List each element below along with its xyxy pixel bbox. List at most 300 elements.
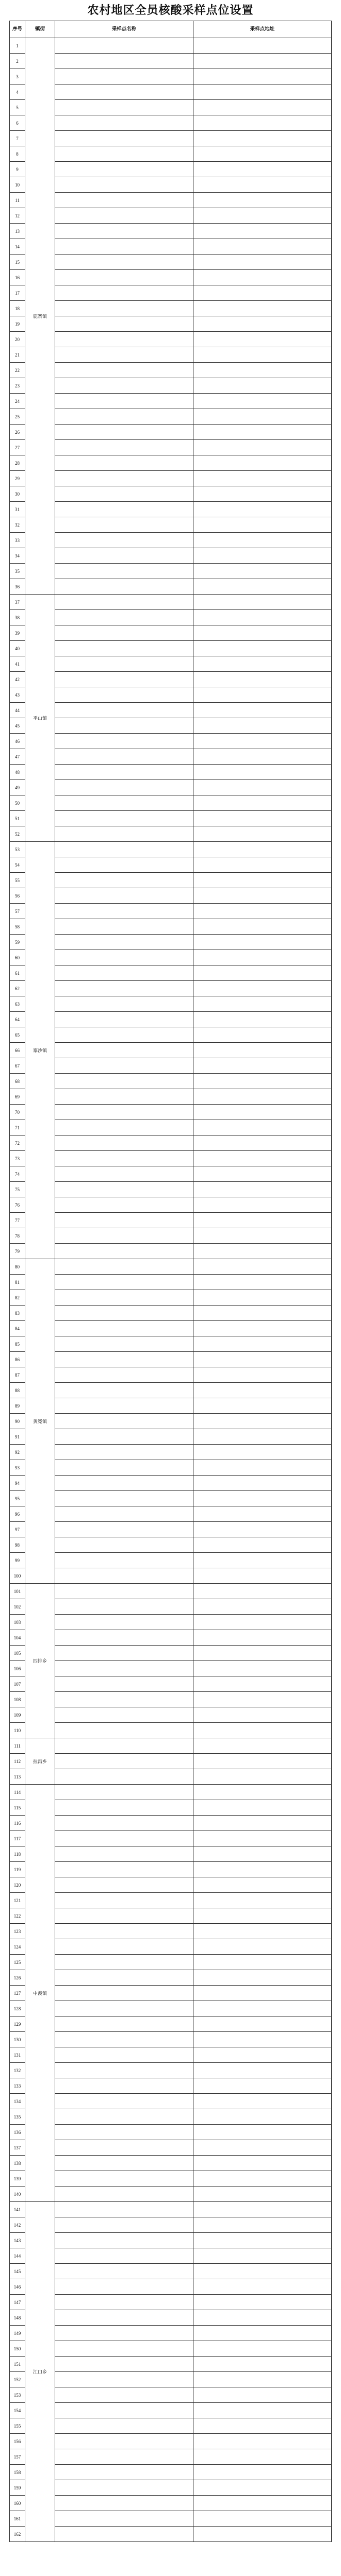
sampling-point-name-cell <box>55 131 193 146</box>
sampling-point-name-cell <box>55 2032 193 2047</box>
sampling-point-name-cell <box>55 1893 193 1908</box>
sampling-point-name-cell <box>55 115 193 131</box>
table-row <box>10 54 332 69</box>
town-cell: 平山镇 <box>25 595 55 842</box>
table-row <box>10 2418 332 2434</box>
sampling-point-address-cell <box>193 919 332 935</box>
sampling-point-address-cell <box>193 857 332 873</box>
sampling-point-address-cell <box>193 1970 332 1986</box>
table-row <box>10 517 332 533</box>
serial-cell: 140 <box>10 2187 25 2202</box>
sampling-point-name-cell <box>55 687 193 703</box>
sampling-point-address-cell <box>193 749 332 765</box>
table-row <box>10 1105 332 1120</box>
table-row <box>10 1414 332 1429</box>
table-row <box>10 471 332 486</box>
serial-cell: 125 <box>10 1955 25 1970</box>
sampling-point-name-cell <box>55 1244 193 1259</box>
table-row <box>10 1429 332 1445</box>
serial-cell: 144 <box>10 2248 25 2264</box>
sampling-point-name-cell <box>55 301 193 316</box>
sampling-point-address-cell <box>193 255 332 270</box>
table-row <box>10 2233 332 2248</box>
sampling-point-address-cell <box>193 1228 332 1244</box>
serial-cell: 5 <box>10 100 25 115</box>
table-row <box>10 811 332 826</box>
serial-cell: 77 <box>10 1213 25 1228</box>
sampling-point-address-cell <box>193 1986 332 2001</box>
serial-cell: 86 <box>10 1352 25 1367</box>
sampling-point-name-cell <box>55 1321 193 1336</box>
serial-cell: 49 <box>10 780 25 795</box>
table-row <box>10 826 332 842</box>
sampling-point-address-cell <box>193 1089 332 1105</box>
table-row <box>10 1445 332 1460</box>
sampling-point-address-cell <box>193 2202 332 2217</box>
sampling-point-name-cell <box>55 1383 193 1398</box>
table-row <box>10 2480 332 2496</box>
sampling-point-name-cell <box>55 919 193 935</box>
serial-cell: 127 <box>10 1986 25 2001</box>
serial-cell: 139 <box>10 2171 25 2187</box>
sampling-point-name-cell <box>55 2171 193 2187</box>
serial-cell: 99 <box>10 1553 25 1568</box>
sampling-point-address-cell <box>193 703 332 718</box>
table-row <box>10 703 332 718</box>
sampling-point-address-cell <box>193 826 332 842</box>
serial-cell: 7 <box>10 131 25 146</box>
serial-cell: 98 <box>10 1537 25 1553</box>
sampling-point-name-cell <box>55 533 193 548</box>
sampling-point-address-cell <box>193 1136 332 1151</box>
serial-cell: 141 <box>10 2202 25 2217</box>
serial-cell: 78 <box>10 1228 25 1244</box>
table-row <box>10 2001 332 2016</box>
sampling-point-address-cell <box>193 579 332 595</box>
sampling-point-name-cell <box>55 1800 193 1816</box>
serial-cell: 83 <box>10 1306 25 1321</box>
table-row <box>10 1754 332 1769</box>
sampling-point-name-cell <box>55 1491 193 1506</box>
table-row <box>10 857 332 873</box>
sampling-point-address-cell <box>193 2001 332 2016</box>
sampling-point-address-cell <box>193 2511 332 2527</box>
table-row <box>10 1939 332 1955</box>
serial-cell: 46 <box>10 734 25 749</box>
serial-cell: 130 <box>10 2032 25 2047</box>
serial-cell: 12 <box>10 208 25 224</box>
table-row <box>10 1800 332 1816</box>
table-row <box>10 347 332 363</box>
table-row <box>10 1615 332 1630</box>
sampling-point-name-cell <box>55 1506 193 1522</box>
sampling-point-address-cell <box>193 1661 332 1676</box>
table-row <box>10 1321 332 1336</box>
sampling-point-address-cell <box>193 780 332 795</box>
table-row <box>10 2171 332 2187</box>
sampling-point-name-cell <box>55 1769 193 1785</box>
sampling-point-name-cell <box>55 2078 193 2094</box>
table-row <box>10 1568 332 1584</box>
serial-cell: 117 <box>10 1831 25 1846</box>
table-row <box>10 455 332 471</box>
table-row <box>10 2140 332 2156</box>
table-row <box>10 1816 332 1831</box>
sampling-point-address-cell <box>193 610 332 625</box>
serial-cell: 147 <box>10 2295 25 2310</box>
serial-cell: 45 <box>10 718 25 734</box>
serial-cell: 134 <box>10 2094 25 2109</box>
sampling-point-address-cell <box>193 842 332 857</box>
sampling-point-name-cell <box>55 363 193 378</box>
table-row <box>10 579 332 595</box>
sampling-point-name-cell <box>55 38 193 54</box>
sampling-point-name-cell <box>55 1924 193 1939</box>
sampling-point-address-cell <box>193 1197 332 1213</box>
sampling-point-name-cell <box>55 1723 193 1738</box>
sampling-point-address-cell <box>193 1785 332 1800</box>
sampling-point-address-cell <box>193 595 332 610</box>
sampling-point-address-cell <box>193 1151 332 1166</box>
table-row <box>10 1831 332 1846</box>
serial-cell: 123 <box>10 1924 25 1939</box>
serial-cell: 105 <box>10 1646 25 1661</box>
sampling-point-address-cell <box>193 1043 332 1058</box>
serial-cell: 29 <box>10 471 25 486</box>
sampling-point-address-cell <box>193 1259 332 1275</box>
sampling-point-address-cell <box>193 2140 332 2156</box>
serial-cell: 50 <box>10 795 25 811</box>
sampling-point-address-cell <box>193 2279 332 2295</box>
sampling-point-address-cell <box>193 904 332 919</box>
sampling-point-name-cell <box>55 270 193 285</box>
table-row <box>10 100 332 115</box>
table-row <box>10 255 332 270</box>
sampling-point-address-cell <box>193 177 332 193</box>
table-row <box>10 2341 332 2357</box>
sampling-point-name-cell <box>55 502 193 517</box>
sampling-point-name-cell <box>55 1615 193 1630</box>
sampling-point-name-cell <box>55 1228 193 1244</box>
sampling-point-address-cell <box>193 795 332 811</box>
sampling-point-name-cell <box>55 2063 193 2078</box>
table-row <box>10 2403 332 2418</box>
serial-cell: 26 <box>10 425 25 440</box>
table-row <box>10 2387 332 2403</box>
header-sampling-location: 采样点地址 <box>193 21 332 38</box>
table-row <box>10 1785 332 1800</box>
sampling-point-name-cell <box>55 1306 193 1321</box>
sampling-point-name-cell <box>55 2511 193 2527</box>
sampling-point-address-cell <box>193 533 332 548</box>
sampling-point-address-cell <box>193 2496 332 2511</box>
sampling-point-name-cell <box>55 486 193 502</box>
serial-cell: 137 <box>10 2140 25 2156</box>
sampling-point-address-cell <box>193 981 332 996</box>
serial-cell: 158 <box>10 2465 25 2480</box>
sampling-point-name-cell <box>55 656 193 672</box>
sampling-point-name-cell <box>55 981 193 996</box>
sampling-point-name-cell <box>55 224 193 239</box>
sampling-point-address-cell <box>193 1383 332 1398</box>
sampling-point-address-cell <box>193 1924 332 1939</box>
sampling-point-name-cell <box>55 765 193 780</box>
serial-cell: 89 <box>10 1398 25 1414</box>
sampling-point-name-cell <box>55 285 193 301</box>
sampling-point-address-cell <box>193 2326 332 2341</box>
sampling-point-address-cell <box>193 2387 332 2403</box>
table-row <box>10 1723 332 1738</box>
sampling-point-name-cell <box>55 1846 193 1862</box>
serial-cell: 102 <box>10 1599 25 1615</box>
serial-cell: 71 <box>10 1120 25 1136</box>
serial-cell: 74 <box>10 1166 25 1182</box>
serial-cell: 124 <box>10 1939 25 1955</box>
sampling-point-address-cell <box>193 1352 332 1367</box>
sampling-point-address-cell <box>193 363 332 378</box>
table-row <box>10 224 332 239</box>
serial-cell: 55 <box>10 873 25 888</box>
serial-cell: 81 <box>10 1275 25 1290</box>
table-row <box>10 1676 332 1692</box>
table-row <box>10 1244 332 1259</box>
serial-cell: 31 <box>10 502 25 517</box>
sampling-point-address-cell <box>193 1182 332 1197</box>
serial-cell: 97 <box>10 1522 25 1537</box>
serial-cell: 114 <box>10 1785 25 1800</box>
serial-cell: 72 <box>10 1136 25 1151</box>
table-row <box>10 1553 332 1568</box>
table-row <box>10 2434 332 2449</box>
sampling-point-name-cell <box>55 2434 193 2449</box>
sampling-point-name-cell <box>55 2217 193 2233</box>
table-row <box>10 564 332 579</box>
serial-cell: 116 <box>10 1816 25 1831</box>
table-row <box>10 486 332 502</box>
table-row <box>10 208 332 224</box>
serial-cell: 23 <box>10 378 25 394</box>
serial-cell: 157 <box>10 2449 25 2465</box>
sampling-point-address-cell <box>193 1723 332 1738</box>
sampling-point-name-cell <box>55 2341 193 2357</box>
sampling-point-name-cell <box>55 1676 193 1692</box>
serial-cell: 135 <box>10 2109 25 2125</box>
table-row <box>10 1893 332 1908</box>
sampling-point-address-cell <box>193 656 332 672</box>
sampling-point-name-cell <box>55 2187 193 2202</box>
serial-cell: 153 <box>10 2387 25 2403</box>
serial-cell: 156 <box>10 2434 25 2449</box>
table-row <box>10 548 332 564</box>
sampling-point-address-cell <box>193 38 332 54</box>
serial-cell: 126 <box>10 1970 25 1986</box>
serial-cell: 33 <box>10 533 25 548</box>
serial-cell: 60 <box>10 950 25 965</box>
sampling-point-name-cell <box>55 1630 193 1646</box>
serial-cell: 142 <box>10 2217 25 2233</box>
serial-cell: 18 <box>10 301 25 316</box>
table-row <box>10 162 332 177</box>
sampling-point-name-cell <box>55 1213 193 1228</box>
serial-cell: 80 <box>10 1259 25 1275</box>
table-row <box>10 2016 332 2032</box>
sampling-point-address-cell <box>193 84 332 100</box>
sampling-point-name-cell <box>55 1352 193 1367</box>
sampling-point-name-cell <box>55 595 193 610</box>
serial-cell: 87 <box>10 1367 25 1383</box>
table-row <box>10 1352 332 1367</box>
serial-cell: 17 <box>10 285 25 301</box>
table-row <box>10 765 332 780</box>
sampling-point-name-cell <box>55 842 193 857</box>
serial-cell: 131 <box>10 2047 25 2063</box>
table-row <box>10 718 332 734</box>
sampling-point-name-cell <box>55 625 193 641</box>
sampling-point-address-cell <box>193 455 332 471</box>
sampling-point-address-cell <box>193 1646 332 1661</box>
table-row <box>10 394 332 409</box>
sampling-point-address-cell <box>193 1738 332 1754</box>
table-row <box>10 1877 332 1893</box>
serial-cell: 57 <box>10 904 25 919</box>
table-row <box>10 1012 332 1027</box>
serial-cell: 19 <box>10 316 25 332</box>
table-row <box>10 1908 332 1924</box>
serial-cell: 25 <box>10 409 25 425</box>
table-row <box>10 2511 332 2527</box>
table-row <box>10 2295 332 2310</box>
sampling-point-name-cell <box>55 1537 193 1553</box>
sampling-point-name-cell <box>55 455 193 471</box>
sampling-point-address-cell <box>193 2171 332 2187</box>
serial-cell: 21 <box>10 347 25 363</box>
sampling-point-name-cell <box>55 2326 193 2341</box>
sampling-point-address-cell <box>193 162 332 177</box>
serial-cell: 41 <box>10 656 25 672</box>
sampling-point-address-cell <box>193 1893 332 1908</box>
sampling-point-name-cell <box>55 2094 193 2109</box>
sampling-point-name-cell <box>55 1908 193 1924</box>
sampling-point-name-cell <box>55 1955 193 1970</box>
sampling-point-name-cell <box>55 1197 193 1213</box>
table-row <box>10 2527 332 2542</box>
table-row <box>10 1228 332 1244</box>
sampling-point-name-cell <box>55 2109 193 2125</box>
serial-cell: 146 <box>10 2279 25 2295</box>
sampling-point-name-cell <box>55 935 193 950</box>
header-serial: 序号 <box>10 21 25 38</box>
table-row <box>10 1738 332 1754</box>
sampling-point-address-cell <box>193 888 332 904</box>
sampling-point-address-cell <box>193 131 332 146</box>
sampling-point-name-cell <box>55 239 193 255</box>
sampling-point-name-cell <box>55 2248 193 2264</box>
sampling-point-name-cell <box>55 2264 193 2279</box>
serial-cell: 51 <box>10 811 25 826</box>
sampling-point-name-cell <box>55 347 193 363</box>
table-row <box>10 502 332 517</box>
table-row <box>10 1599 332 1615</box>
table-row <box>10 2109 332 2125</box>
sampling-point-name-cell <box>55 1692 193 1707</box>
serial-cell: 32 <box>10 517 25 533</box>
sampling-point-address-cell <box>193 2063 332 2078</box>
sampling-point-address-cell <box>193 146 332 162</box>
serial-cell: 160 <box>10 2496 25 2511</box>
table-row <box>10 780 332 795</box>
serial-cell: 38 <box>10 610 25 625</box>
table-row <box>10 2279 332 2295</box>
header-town: 镇街 <box>25 21 55 38</box>
table-row <box>10 2202 332 2217</box>
sampling-point-address-cell <box>193 1120 332 1136</box>
serial-cell: 61 <box>10 965 25 981</box>
sampling-point-name-cell <box>55 873 193 888</box>
table-row <box>10 1336 332 1352</box>
serial-cell: 120 <box>10 1877 25 1893</box>
table-body <box>10 38 332 2542</box>
sampling-point-address-cell <box>193 486 332 502</box>
serial-cell: 39 <box>10 625 25 641</box>
sampling-point-address-cell <box>193 873 332 888</box>
serial-cell: 30 <box>10 486 25 502</box>
sampling-point-address-cell <box>193 1599 332 1615</box>
serial-cell: 20 <box>10 332 25 347</box>
serial-cell: 75 <box>10 1182 25 1197</box>
sampling-point-address-cell <box>193 965 332 981</box>
serial-cell: 115 <box>10 1800 25 1816</box>
serial-cell: 150 <box>10 2341 25 2357</box>
sampling-point-name-cell <box>55 1754 193 1769</box>
serial-cell: 82 <box>10 1290 25 1306</box>
serial-cell: 96 <box>10 1506 25 1522</box>
sampling-point-address-cell <box>193 625 332 641</box>
sampling-point-address-cell <box>193 1306 332 1321</box>
table-row <box>10 239 332 255</box>
sampling-point-address-cell <box>193 1445 332 1460</box>
serial-cell: 15 <box>10 255 25 270</box>
serial-cell: 73 <box>10 1151 25 1166</box>
sampling-point-name-cell <box>55 1058 193 1074</box>
table-row <box>10 1707 332 1723</box>
table-row <box>10 950 332 965</box>
table-row <box>10 301 332 316</box>
sampling-point-name-cell <box>55 1939 193 1955</box>
table-row <box>10 2310 332 2326</box>
sampling-point-name-cell <box>55 1970 193 1986</box>
sampling-point-address-cell <box>193 1537 332 1553</box>
sampling-point-name-cell <box>55 1429 193 1445</box>
sampling-point-name-cell <box>55 409 193 425</box>
table-row <box>10 888 332 904</box>
sampling-point-name-cell <box>55 1646 193 1661</box>
table-row <box>10 1383 332 1398</box>
sampling-point-address-cell <box>193 1321 332 1336</box>
serial-cell: 162 <box>10 2527 25 2542</box>
table-row <box>10 1846 332 1862</box>
sampling-point-name-cell <box>55 193 193 208</box>
sampling-point-address-cell <box>193 2233 332 2248</box>
sampling-point-name-cell <box>55 54 193 69</box>
sampling-point-address-cell <box>193 718 332 734</box>
sampling-point-address-cell <box>193 1506 332 1522</box>
sampling-point-address-cell <box>193 2310 332 2326</box>
table-row <box>10 1058 332 1074</box>
serial-cell: 53 <box>10 842 25 857</box>
table-row <box>10 1151 332 1166</box>
table-row <box>10 2496 332 2511</box>
serial-cell: 36 <box>10 579 25 595</box>
